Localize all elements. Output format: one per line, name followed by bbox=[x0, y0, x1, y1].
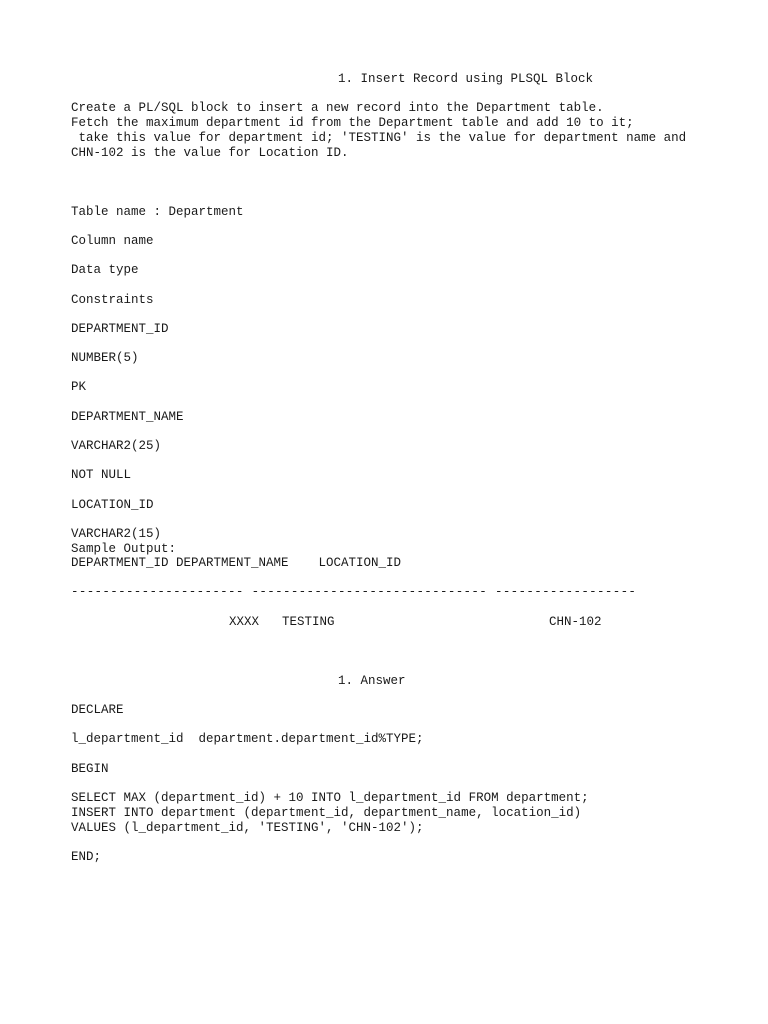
header-data-type: Data type bbox=[71, 263, 139, 277]
row-1-constraint: PK bbox=[71, 380, 87, 394]
table-name-line: Table name : Department bbox=[71, 205, 244, 219]
code-line-select: SELECT MAX (department_id) + 10 INTO l_department_id FROM department; bbox=[71, 791, 589, 805]
row-2-data-type: VARCHAR2(25) bbox=[71, 439, 162, 453]
header-column-name: Column name bbox=[71, 234, 154, 248]
description-line-2: Fetch the maximum department id from the Department table and add 10 to it; bbox=[71, 116, 634, 130]
code-line-begin: BEGIN bbox=[71, 762, 109, 776]
code-line-declare: DECLARE bbox=[71, 703, 124, 717]
row-2-constraint: NOT NULL bbox=[71, 468, 132, 482]
description-line-4: CHN-102 is the value for Location ID. bbox=[71, 146, 349, 160]
header-constraints: Constraints bbox=[71, 293, 154, 307]
sample-output-department-id: XXXX bbox=[229, 615, 260, 629]
description-line-1: Create a PL/SQL block to insert a new record into the Department table. bbox=[71, 101, 604, 115]
row-1-column-name: DEPARTMENT_ID bbox=[71, 322, 169, 336]
sample-output-header: DEPARTMENT_ID DEPARTMENT_NAME LOCATION_ID bbox=[71, 556, 402, 570]
code-line-values: VALUES (l_department_id, 'TESTING', 'CHN-102'); bbox=[71, 821, 424, 835]
row-2-column-name: DEPARTMENT_NAME bbox=[71, 410, 184, 424]
description-line-3: take this value for department id; 'TESTING' is the value for department name and bbox=[71, 131, 687, 145]
code-line-variable: l_department_id department.department_id%TYPE; bbox=[71, 732, 424, 746]
row-3-data-type: VARCHAR2(15) bbox=[71, 527, 162, 541]
row-1-data-type: NUMBER(5) bbox=[71, 351, 139, 365]
code-line-insert: INSERT INTO department (department_id, department_name, location_id) bbox=[71, 806, 582, 820]
code-line-end: END; bbox=[71, 850, 102, 864]
answer-title: 1. Answer bbox=[338, 674, 406, 688]
sample-output-department-name: TESTING bbox=[282, 615, 335, 629]
question-title: 1. Insert Record using PLSQL Block bbox=[338, 72, 594, 86]
row-3-column-name: LOCATION_ID bbox=[71, 498, 154, 512]
sample-output-separator: ---------------------- ------------------------------ ------------------ bbox=[71, 585, 637, 599]
sample-output-location-id: CHN-102 bbox=[549, 615, 602, 629]
sample-output-label: Sample Output: bbox=[71, 542, 177, 556]
